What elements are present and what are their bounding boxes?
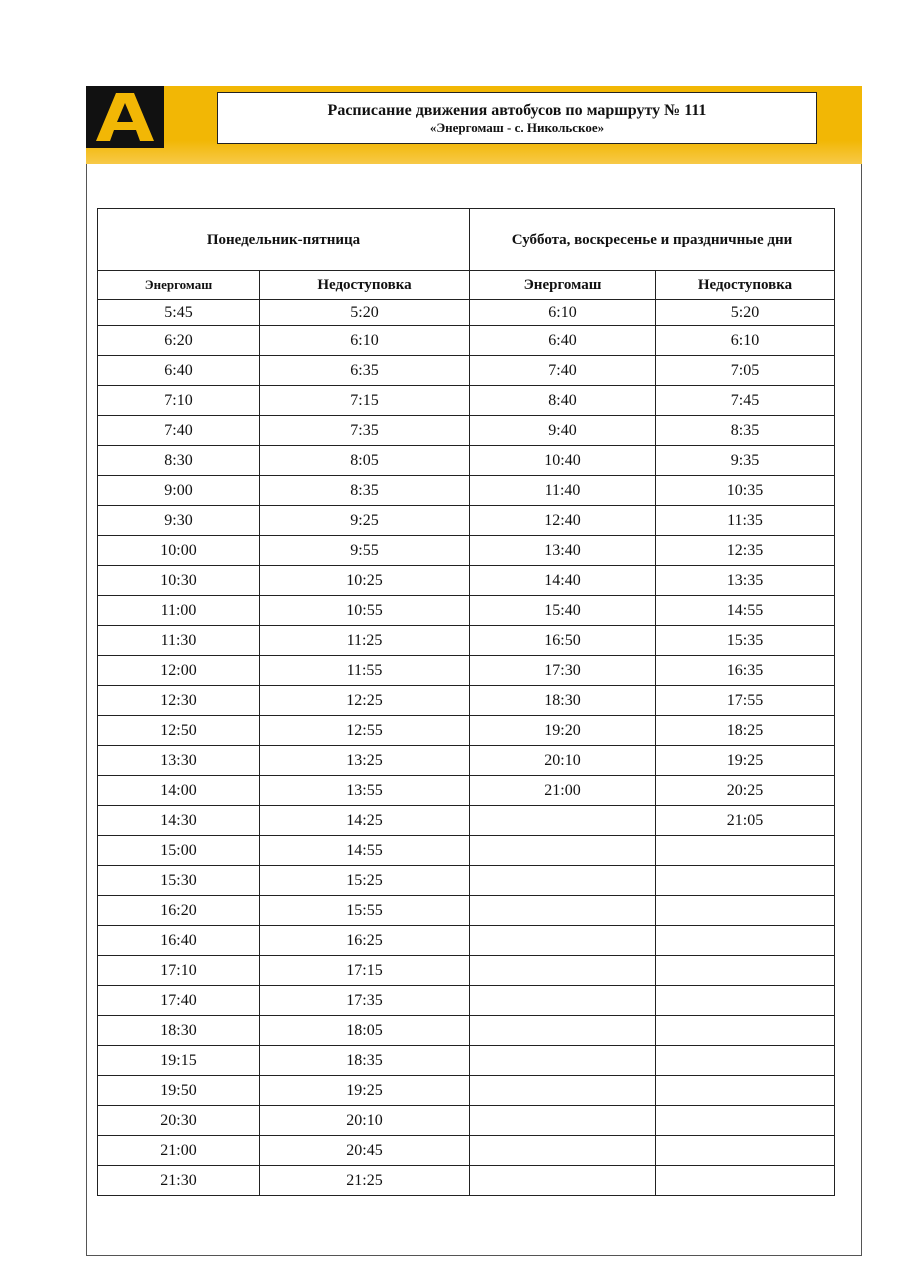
logo-a-icon [94, 91, 156, 143]
stop-header-energomash: Энергомаш [470, 271, 656, 300]
time-cell: 6:10 [656, 326, 835, 356]
time-cell: 6:35 [260, 356, 470, 386]
time-cell: 19:50 [98, 1076, 260, 1106]
time-cell: 5:20 [656, 300, 835, 326]
time-cell: 21:25 [260, 1166, 470, 1196]
time-cell: 14:40 [470, 566, 656, 596]
time-cell: 7:05 [656, 356, 835, 386]
time-cell: 21:00 [98, 1136, 260, 1166]
time-cell [656, 986, 835, 1016]
table-row [98, 926, 835, 956]
time-cell: 10:55 [260, 596, 470, 626]
time-cell: 9:40 [470, 416, 656, 446]
table-row [98, 986, 835, 1016]
time-cell [470, 1166, 656, 1196]
table-row [98, 300, 835, 326]
table-row [98, 596, 835, 626]
time-cell [470, 986, 656, 1016]
table-row [98, 1076, 835, 1106]
time-cell: 6:10 [260, 326, 470, 356]
table-row [98, 1046, 835, 1076]
time-cell: 13:30 [98, 746, 260, 776]
table-row [98, 836, 835, 866]
table-row [98, 1136, 835, 1166]
time-cell: 14:25 [260, 806, 470, 836]
weekend-header: Суббота, воскресенье и праздничные дни [470, 209, 835, 271]
time-cell [656, 1046, 835, 1076]
time-cell [470, 1076, 656, 1106]
table-row [98, 446, 835, 476]
time-cell: 12:00 [98, 656, 260, 686]
time-cell: 16:35 [656, 656, 835, 686]
time-cell: 13:35 [656, 566, 835, 596]
time-cell: 11:25 [260, 626, 470, 656]
table-row [98, 626, 835, 656]
time-cell: 19:15 [98, 1046, 260, 1076]
stop-header-energomash: Энергомаш [98, 271, 260, 300]
time-cell: 15:25 [260, 866, 470, 896]
table-row [98, 686, 835, 716]
time-cell: 19:25 [260, 1076, 470, 1106]
time-cell: 11:55 [260, 656, 470, 686]
time-cell [470, 1106, 656, 1136]
time-cell: 19:20 [470, 716, 656, 746]
time-cell: 15:00 [98, 836, 260, 866]
table-row [98, 656, 835, 686]
time-cell [656, 1106, 835, 1136]
time-cell: 10:00 [98, 536, 260, 566]
time-cell [470, 836, 656, 866]
time-cell: 15:40 [470, 596, 656, 626]
table-row [98, 326, 835, 356]
stop-header-nedostupovka: Недоступовка [656, 271, 835, 300]
time-cell: 5:20 [260, 300, 470, 326]
table-row [98, 566, 835, 596]
time-cell: 20:45 [260, 1136, 470, 1166]
time-cell: 7:40 [98, 416, 260, 446]
time-cell: 18:35 [260, 1046, 470, 1076]
table-row [98, 1106, 835, 1136]
time-cell: 18:25 [656, 716, 835, 746]
table-row [98, 1016, 835, 1046]
time-cell: 9:30 [98, 506, 260, 536]
time-cell: 12:25 [260, 686, 470, 716]
table-row [98, 416, 835, 446]
table-row [98, 776, 835, 806]
time-cell: 21:00 [470, 776, 656, 806]
table-row [98, 386, 835, 416]
time-cell: 8:35 [260, 476, 470, 506]
time-cell: 11:30 [98, 626, 260, 656]
time-cell: 13:40 [470, 536, 656, 566]
title-box [217, 92, 817, 144]
time-cell: 10:40 [470, 446, 656, 476]
time-cell: 21:30 [98, 1166, 260, 1196]
time-cell: 17:40 [98, 986, 260, 1016]
table-row [98, 476, 835, 506]
time-cell [656, 1166, 835, 1196]
schedule-body [98, 300, 835, 1196]
time-cell [470, 926, 656, 956]
table-row [98, 866, 835, 896]
time-cell: 12:40 [470, 506, 656, 536]
time-cell [470, 866, 656, 896]
weekday-header: Понедельник-пятница [98, 209, 470, 271]
time-cell: 12:30 [98, 686, 260, 716]
route-subtitle: «Энергомаш - с. Никольское» [429, 119, 605, 135]
time-cell: 20:25 [656, 776, 835, 806]
time-cell: 7:40 [470, 356, 656, 386]
time-cell: 11:40 [470, 476, 656, 506]
time-cell: 10:35 [656, 476, 835, 506]
time-cell: 18:30 [470, 686, 656, 716]
time-cell: 8:30 [98, 446, 260, 476]
time-cell: 15:55 [260, 896, 470, 926]
time-cell: 12:55 [260, 716, 470, 746]
table-row [98, 1166, 835, 1196]
time-cell: 17:55 [656, 686, 835, 716]
stop-header-nedostupovka: Недоступовка [260, 271, 470, 300]
time-cell: 20:10 [470, 746, 656, 776]
time-cell: 12:50 [98, 716, 260, 746]
time-cell [470, 956, 656, 986]
time-cell: 17:15 [260, 956, 470, 986]
time-cell: 6:10 [470, 300, 656, 326]
time-cell: 14:55 [656, 596, 835, 626]
time-cell [656, 926, 835, 956]
time-cell: 14:30 [98, 806, 260, 836]
time-cell: 21:05 [656, 806, 835, 836]
time-cell: 13:55 [260, 776, 470, 806]
time-cell: 18:05 [260, 1016, 470, 1046]
time-cell [656, 956, 835, 986]
page-title: Расписание движения автобусов по маршруту № 111 [327, 101, 707, 119]
time-cell: 16:40 [98, 926, 260, 956]
time-cell: 18:30 [98, 1016, 260, 1046]
time-cell: 11:00 [98, 596, 260, 626]
table-row [98, 956, 835, 986]
time-cell: 7:15 [260, 386, 470, 416]
time-cell: 20:10 [260, 1106, 470, 1136]
logo [86, 86, 164, 148]
time-cell: 12:35 [656, 536, 835, 566]
time-cell: 8:05 [260, 446, 470, 476]
time-cell: 11:35 [656, 506, 835, 536]
time-cell: 6:40 [98, 356, 260, 386]
time-cell [470, 896, 656, 926]
time-cell: 17:10 [98, 956, 260, 986]
time-cell [656, 1016, 835, 1046]
time-cell: 15:35 [656, 626, 835, 656]
time-cell [656, 1136, 835, 1166]
table-row [98, 746, 835, 776]
time-cell: 9:25 [260, 506, 470, 536]
time-cell: 10:30 [98, 566, 260, 596]
time-cell: 16:20 [98, 896, 260, 926]
time-cell: 5:45 [98, 300, 260, 326]
table-row [98, 506, 835, 536]
time-cell [656, 1076, 835, 1106]
time-cell [656, 866, 835, 896]
time-cell: 7:45 [656, 386, 835, 416]
time-cell [470, 1136, 656, 1166]
table-row [98, 356, 835, 386]
time-cell: 20:30 [98, 1106, 260, 1136]
table-row [98, 806, 835, 836]
table-row [98, 896, 835, 926]
schedule-table [97, 208, 835, 1196]
table-row [98, 536, 835, 566]
time-cell: 17:35 [260, 986, 470, 1016]
time-cell: 13:25 [260, 746, 470, 776]
time-cell [470, 1046, 656, 1076]
time-cell [470, 806, 656, 836]
time-cell: 14:55 [260, 836, 470, 866]
table-row [98, 716, 835, 746]
time-cell: 8:40 [470, 386, 656, 416]
time-cell: 7:10 [98, 386, 260, 416]
time-cell: 14:00 [98, 776, 260, 806]
time-cell [470, 1016, 656, 1046]
time-cell: 9:35 [656, 446, 835, 476]
time-cell: 19:25 [656, 746, 835, 776]
time-cell [656, 836, 835, 866]
time-cell: 6:20 [98, 326, 260, 356]
time-cell: 16:50 [470, 626, 656, 656]
time-cell: 10:25 [260, 566, 470, 596]
time-cell: 9:55 [260, 536, 470, 566]
time-cell: 7:35 [260, 416, 470, 446]
time-cell: 16:25 [260, 926, 470, 956]
time-cell [656, 896, 835, 926]
time-cell: 9:00 [98, 476, 260, 506]
time-cell: 15:30 [98, 866, 260, 896]
time-cell: 6:40 [470, 326, 656, 356]
time-cell: 17:30 [470, 656, 656, 686]
time-cell: 8:35 [656, 416, 835, 446]
